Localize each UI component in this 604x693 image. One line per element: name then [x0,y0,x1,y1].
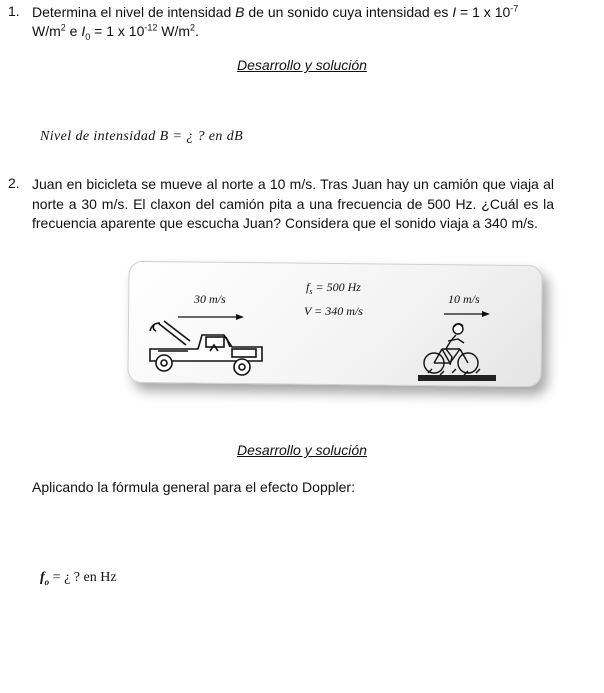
p1-text-a: Determina el nivel de intensidad [32,4,236,20]
truck-speed-label: 30 m/s [194,292,226,306]
p2-applying-text: Aplicando la fórmula general para el efecto Doppler: [32,479,355,495]
p1-exp-a: -7 [510,3,519,14]
p1-var-i0: I [81,23,86,39]
truck-arrow-head [236,314,244,320]
p1-and: e [65,23,82,39]
fs-symbol: f [306,280,310,294]
p1-development-label: Desarrollo y solución [237,57,367,73]
p1-unit-a: W/m [32,23,61,39]
fo-rest: = ¿ ? en Hz [49,570,117,585]
p1-sub-0: 0 [85,31,91,42]
fs-subscript: s [309,287,313,296]
p1-answer-line: Nivel de intensidad B = ¿ ? en dB [40,129,244,144]
p1-var-i: I [452,4,457,20]
cyclist-drawing [418,324,496,381]
p1-unit-b: W/m [157,23,191,39]
problem-1-number: 1. [8,3,20,19]
bike-arrow-head [482,311,490,317]
p1-period: . [195,23,199,39]
tow-truck-drawing [150,321,262,375]
fo-symbol: f [40,570,45,585]
p1-sq-a: 2 [60,22,66,33]
v-symbol: V [304,304,312,318]
p2-development-label: Desarrollo y solución [237,442,367,458]
p1-var-b: B [235,4,245,20]
fo-subscript: o [44,576,50,587]
p1-sq-b: 2 [190,22,196,33]
bike-speed-label: 10 m/s [448,292,480,306]
p2-answer-line [40,570,117,586]
p1-exp-b: -12 [144,22,158,33]
problem-1-statement [32,3,562,41]
problem-2-number: 2. [8,175,20,191]
p1-eq-a: = 1 x 10 [456,4,511,20]
doppler-figure [128,263,548,393]
sound-speed-label [304,304,363,318]
p1-text-b: de un sonido cuya intensidad es [244,4,453,20]
v-value: = 340 m/s [311,304,363,318]
fs-value: = 500 Hz [312,280,361,294]
p1-eq-b: = 1 x 10 [90,23,145,39]
problem-2-statement: Juan en bicicleta se mueve al norte a 10 m/s. Tras Juan hay un camión que viaja al norte a 30 m/s. El claxon del camión pita a una frecuencia de 500 Hz. ¿Cuál es la frecuencia aparente que escucha Juan? Considera que el sonido viaja a 340 m/s. [32,176,554,231]
source-frequency-label [306,280,361,296]
